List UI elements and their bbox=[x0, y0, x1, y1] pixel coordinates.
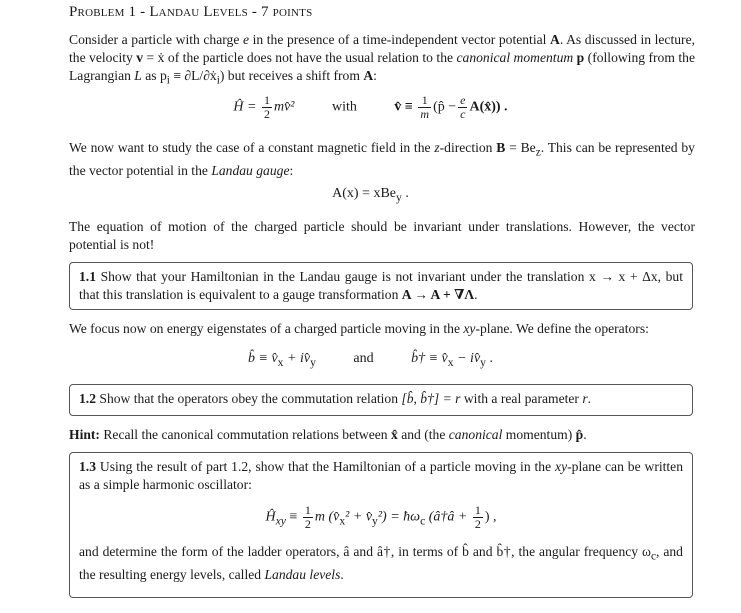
oscillator-equation: $Ĥ_{xy}$ ≡ $\frac{1}{2}$ m ($v̂_x^2$ + $v̂_y^2$) = $ħ\omega_c$ (â†â + $\frac{1}{2}$ ) , bbox=[265, 503, 497, 531]
problem-title: Problem 1 - Landau Levels - 7 points bbox=[69, 4, 313, 20]
hamiltonian-equation: Ĥ = $\frac{1}{2}$ mv̂² with v̂ ≡ $\frac{1}{m}$ (p̂ − $\frac{e}{c}$ A(x̂)) . bbox=[233, 93, 508, 121]
intro-paragraph: Consider a particle with charge e in the presence of a time-independent vector potential A. As discussed in lecture, the velocity v = ẋ of the particle does not have the usual relation to the canonical momentum p (following from the Lagrangian L as $p_i$ ≡ ∂L/∂ẋ$_i$) but receives a shift from A: bbox=[69, 32, 695, 87]
ladder-definition-equation: b̂ ≡ $v̂_x$ + $iv̂_y$ and b̂† ≡ $v̂_x$ − $iv̂_y$ . bbox=[248, 351, 493, 369]
box-1-3-task: and determine the form of the ladder operators, â and â†, in terms of b̂ and b̂†, the angular frequency $\omega_c$, and the resulting energy levels, called Landau levels. bbox=[79, 544, 683, 582]
invariance-paragraph: The equation of motion of the charged particle should be invariant under translations. However, the vector potential is not! bbox=[69, 219, 695, 252]
question-box-1-2: 1.2 Show that the operators obey the commutation relation [b̂, b̂†] = r with a real parameter r. bbox=[69, 384, 693, 416]
hint-paragraph: Hint: Recall the canonical commutation relations between x̂ and (the canonical momentum) p̂. bbox=[69, 427, 587, 442]
operators-paragraph: We focus now on energy eigenstates of a charged particle moving in the xy-plane. We define the operators: bbox=[69, 321, 649, 336]
landau-gauge-equation: A(x) = xBe$_y$ . bbox=[332, 186, 409, 204]
magnetic-field-paragraph: We now want to study the case of a constant magnetic field in the z-direction $B = Be_z$. This can be represented by the vector potential in the Landau gauge: bbox=[69, 140, 695, 178]
question-box-1-3 bbox=[69, 452, 693, 598]
box-1-3-prompt: 1.3 Using the result of part 1.2, show that the Hamiltonian of a particle moving in the xy-plane can be written as a simple harmonic oscillator: bbox=[79, 459, 684, 492]
question-box-1-1: 1.1 Show that your Hamiltonian in the Landau gauge is not invariant under the translation x → x + Δx, but that this translation is equivalent to a gauge transformation A → A + ∇Λ. bbox=[69, 262, 693, 310]
